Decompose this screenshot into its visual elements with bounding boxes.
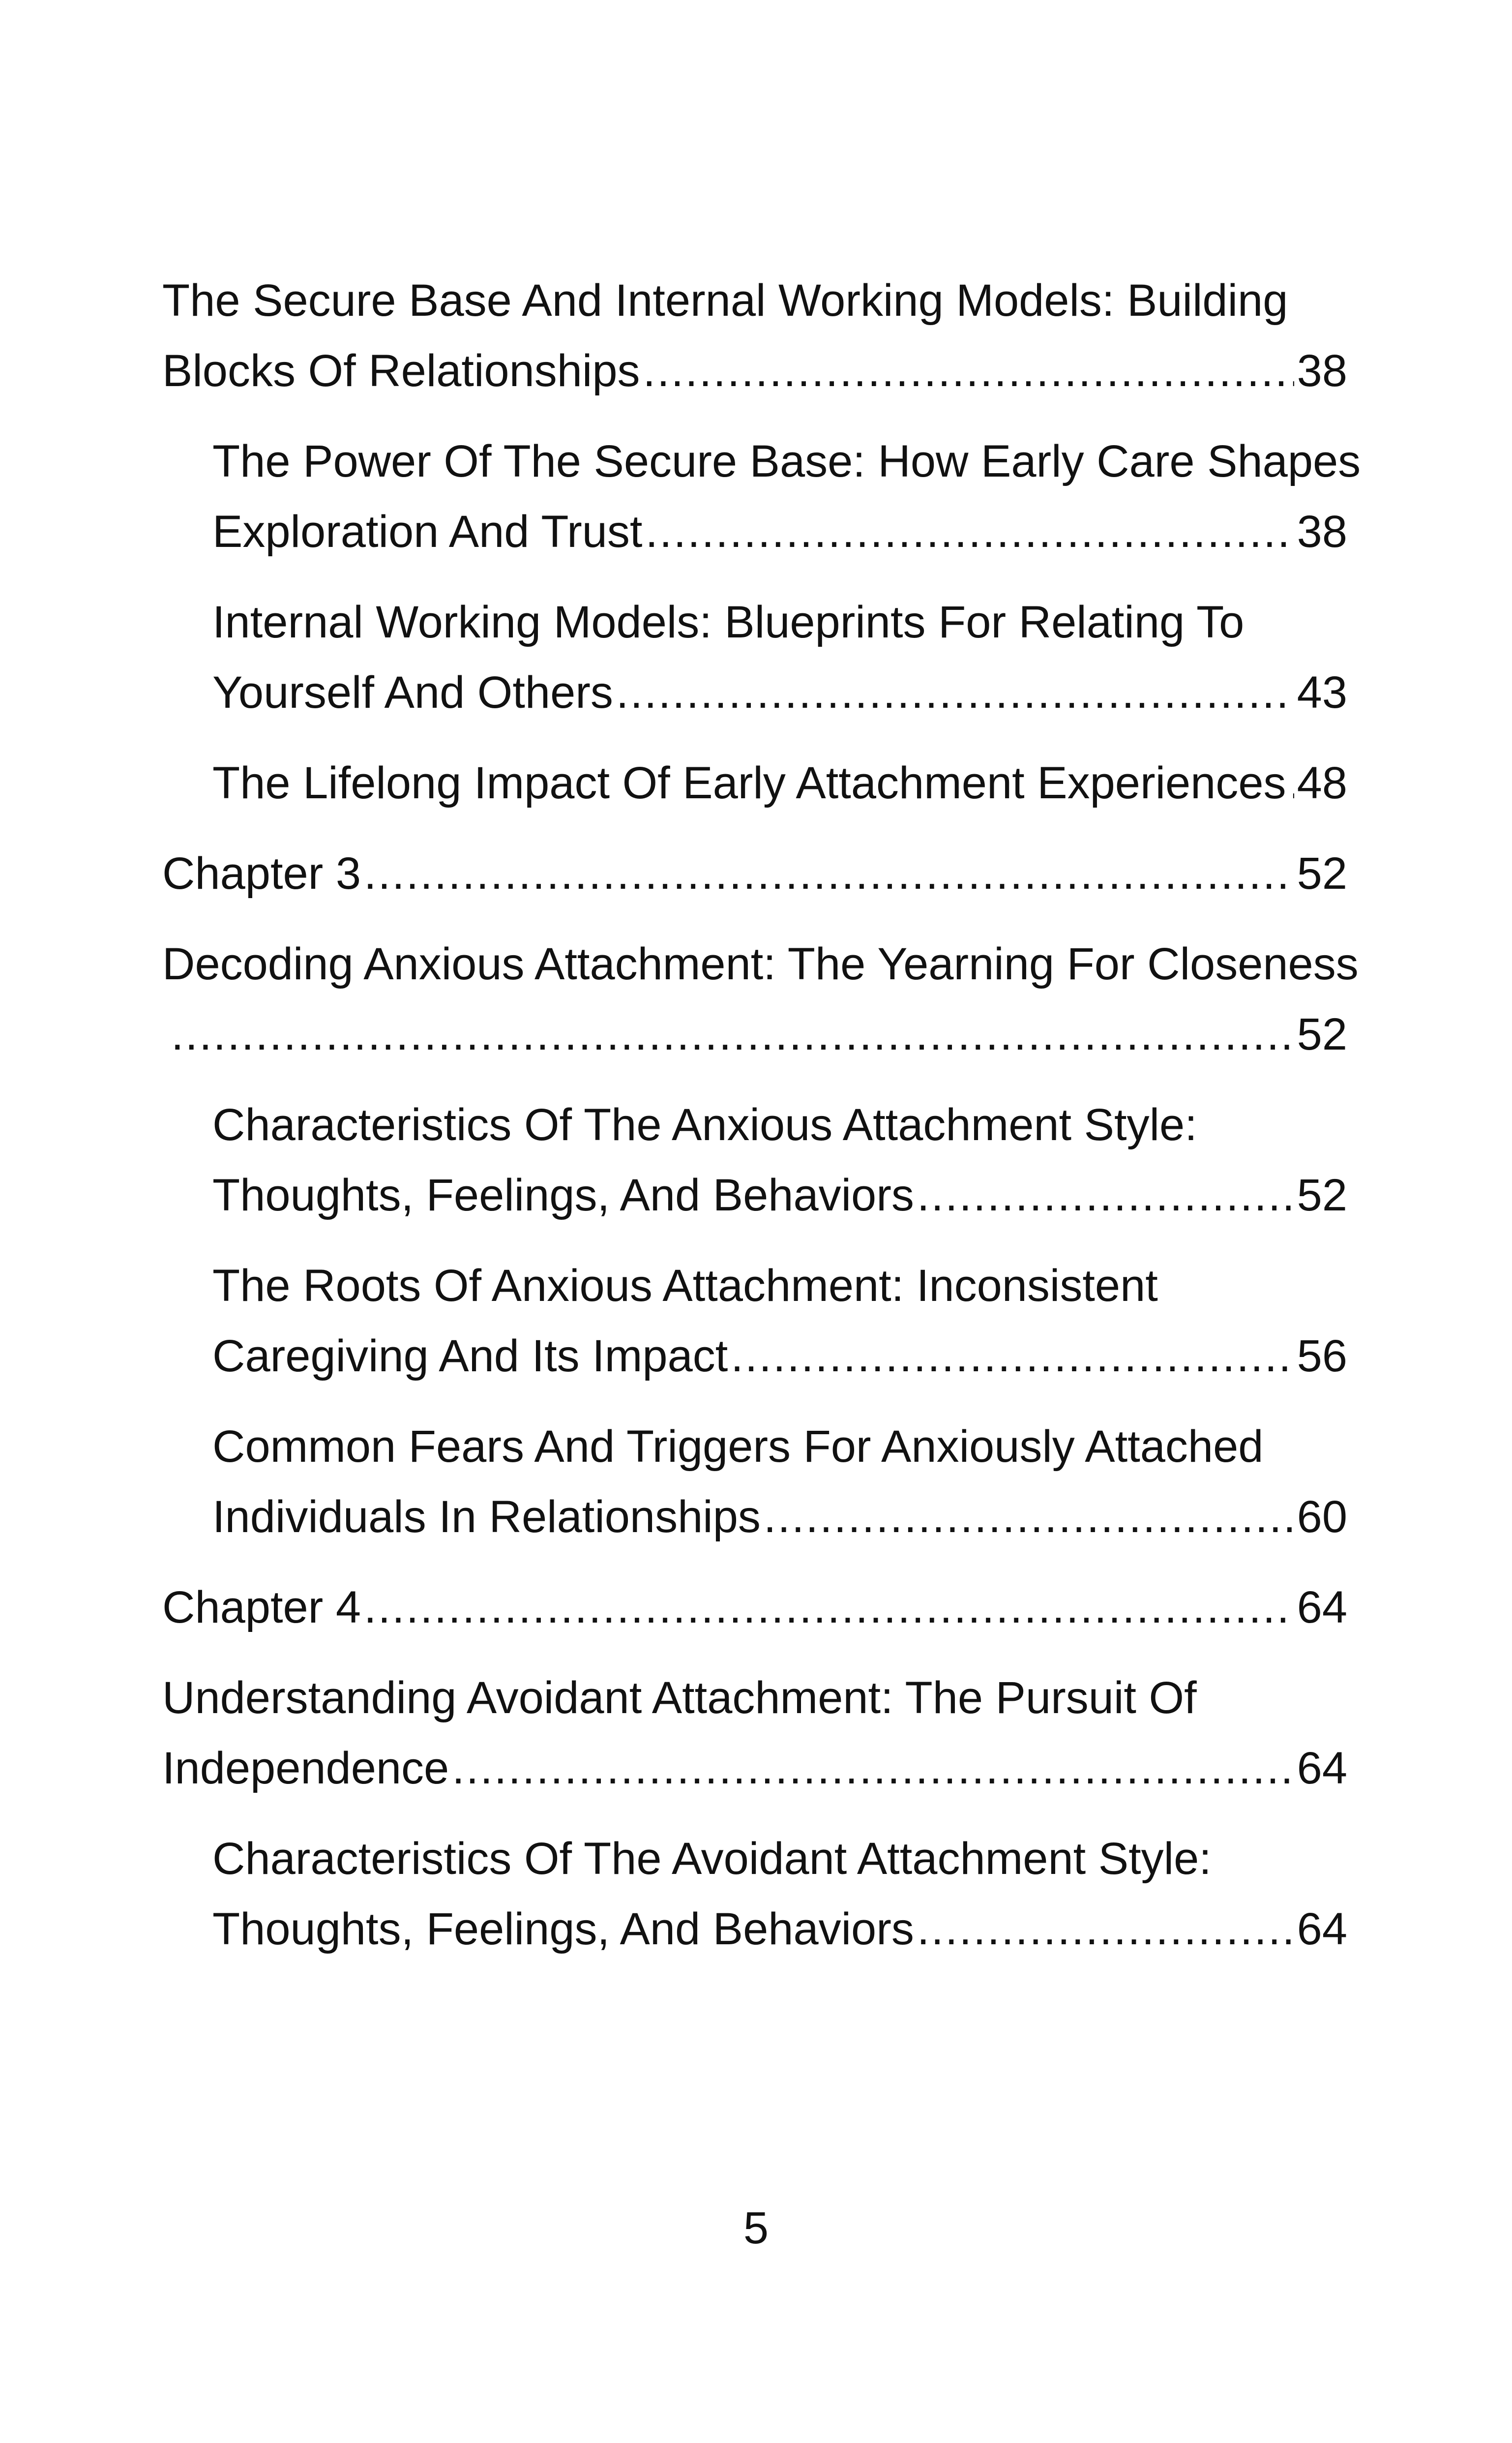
toc-entry-page-number: 64 [1297, 1743, 1347, 1793]
toc-entry-page-number: 64 [1297, 1582, 1347, 1632]
toc-entry-title-line: Blocks Of Relationships [162, 346, 640, 396]
toc-entry-title-line: Exploration And Trust [212, 507, 643, 557]
toc-entry-last-line [212, 658, 1347, 728]
toc-entry-title-line: Thoughts, Feelings, And Behaviors [212, 1904, 914, 1954]
toc-entry-last-line [162, 1572, 1347, 1643]
toc-entry-last-line [162, 336, 1347, 406]
toc-entry-title-line: Independence [162, 1743, 449, 1793]
toc-entry-title-line: Caregiving And Its Impact [212, 1331, 728, 1381]
toc-entry[interactable] [162, 587, 1347, 728]
toc-entry-page-number: 52 [1297, 1009, 1347, 1059]
toc-entry[interactable] [162, 426, 1361, 567]
toc-entry-page-number: 43 [1297, 667, 1347, 718]
toc-entry-title-line: Thoughts, Feelings, And Behaviors [212, 1170, 914, 1220]
toc-entry-title-line: Common Fears And Triggers For Anxiously Attached [212, 1421, 1264, 1472]
toc-entry-title-line: The Lifelong Impact Of Early Attachment Experiences [212, 758, 1286, 808]
toc-entry-last-line [212, 1160, 1347, 1231]
table-of-contents [162, 266, 1361, 1985]
toc-entry-title-line: Individuals In Relationships [212, 1492, 761, 1542]
toc-entry-title-line: Chapter 3 [162, 848, 361, 899]
toc-entry-last-line [212, 1321, 1347, 1391]
toc-entry-page-number: 60 [1297, 1492, 1347, 1542]
toc-entry[interactable] [162, 1824, 1347, 1964]
toc-entry-title-line: Internal Working Models: Blueprints For Relating To [212, 597, 1245, 647]
toc-entry-page-number: 56 [1297, 1331, 1347, 1381]
toc-entry-title-line: Characteristics Of The Avoidant Attachment Style: [212, 1834, 1212, 1884]
toc-entry[interactable] [162, 1663, 1347, 1804]
toc-entry[interactable] [162, 1251, 1347, 1391]
toc-entry-last-line [212, 1482, 1347, 1552]
toc-entry-page-number: 48 [1297, 758, 1347, 808]
toc-entry[interactable] [162, 929, 1359, 1070]
toc-entry[interactable] [162, 748, 1347, 818]
dot-leader [364, 839, 1294, 909]
dot-leader [452, 1733, 1294, 1804]
toc-entry-page-number: 38 [1297, 507, 1347, 557]
toc-entry[interactable] [162, 1090, 1347, 1231]
toc-entry-title-line: The Secure Base And Internal Working Models: Building [162, 275, 1288, 326]
dot-leader [171, 999, 1294, 1070]
toc-entry-title-line: The Power Of The Secure Base: How Early Care Shapes [212, 436, 1361, 486]
dot-leader [364, 1572, 1294, 1643]
toc-entry-title-line: Characteristics Of The Anxious Attachment Style: [212, 1100, 1197, 1150]
toc-entry-last-line [162, 839, 1347, 909]
page-number: 5 [743, 2203, 769, 2253]
toc-entry-page-number: 64 [1297, 1904, 1347, 1954]
toc-entry-chapter[interactable] [162, 839, 1347, 909]
dot-leader [917, 1160, 1294, 1231]
toc-entry-title-line: The Roots Of Anxious Attachment: Inconsistent [212, 1261, 1158, 1311]
toc-entry-page-number: 52 [1297, 1170, 1347, 1220]
toc-entry-last-line [162, 1733, 1347, 1804]
toc-entry-title-line: Understanding Avoidant Attachment: The Pursuit Of [162, 1673, 1197, 1723]
dot-leader [731, 1321, 1294, 1391]
toc-entry-chapter[interactable] [162, 1572, 1347, 1643]
toc-entry-page-number: 38 [1297, 346, 1347, 396]
toc-entry-last-line [212, 748, 1347, 818]
dot-leader [764, 1482, 1294, 1552]
toc-entry-page-number: 52 [1297, 848, 1347, 899]
toc-entry-title-line: Decoding Anxious Attachment: The Yearning For Closeness [162, 939, 1359, 989]
toc-entry[interactable] [162, 1412, 1347, 1552]
toc-entry-last-line [212, 1894, 1347, 1964]
dot-leader [643, 336, 1294, 406]
toc-entry-last-line [162, 999, 1347, 1070]
dot-leader [646, 497, 1294, 567]
dot-leader [917, 1894, 1294, 1964]
dot-leader [616, 658, 1294, 728]
toc-entry-title-line: Yourself And Others [212, 667, 613, 718]
toc-entry[interactable] [162, 266, 1347, 406]
dot-leader [1289, 748, 1294, 818]
toc-entry-title-line: Chapter 4 [162, 1582, 361, 1632]
toc-entry-last-line [212, 497, 1347, 567]
